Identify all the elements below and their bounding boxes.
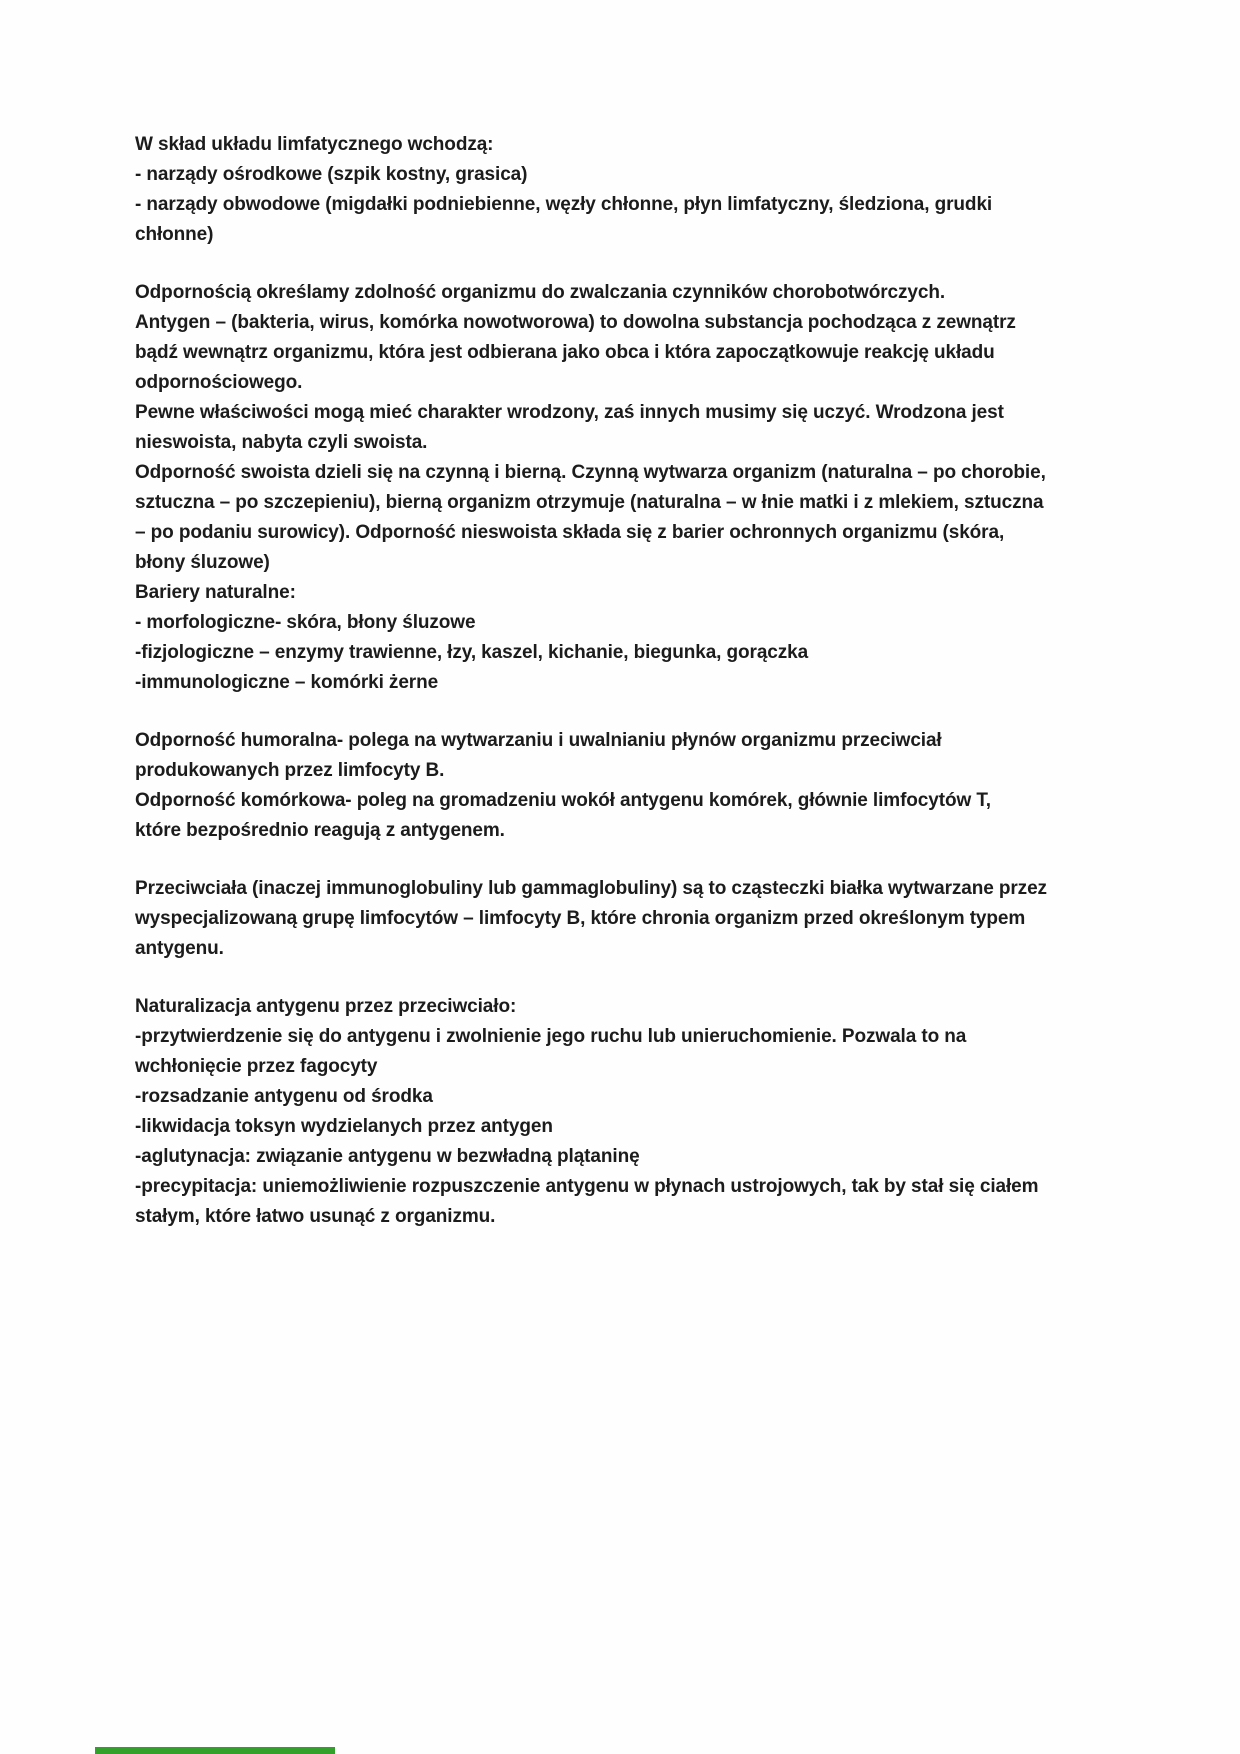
text-line: Bariery naturalne:: [135, 582, 296, 603]
text-line: -immunologiczne – komórki żerne: [135, 672, 439, 693]
text-line: Odpornością określamy zdolność organizmu do zwalczania czynników chorobotwórczych.: [135, 282, 946, 303]
paragraph: [135, 992, 1120, 1232]
paragraph: [135, 278, 1120, 698]
text-line: -rozsadzanie antygenu od środka: [135, 1086, 433, 1107]
text-line: produkowanych przez limfocyty B.: [135, 760, 445, 781]
text-line: wyspecjalizowaną grupę limfocytów – limfocyty B, które chronia organizm przed określonym typem: [135, 908, 1026, 929]
text-line: błony śluzowe): [135, 552, 270, 573]
text-line: Odporność swoista dzieli się na czynną i bierną. Czynną wytwarza organizm (naturalna – po chorobie,: [135, 462, 1046, 483]
text-line: chłonne): [135, 224, 214, 245]
text-line: – po podaniu surowicy). Odporność nieswoista składa się z barier ochronnych organizmu (skóra,: [135, 522, 1005, 543]
text-line: - morfologiczne- skóra, błony śluzowe: [135, 612, 476, 633]
text-line: -fizjologiczne – enzymy trawienne, łzy, kaszel, kichanie, biegunka, gorączka: [135, 642, 809, 663]
text-line: wchłonięcie przez fagocyty: [135, 1056, 378, 1077]
document-body: [135, 130, 1120, 1260]
text-line: - narządy ośrodkowe (szpik kostny, grasica): [135, 164, 528, 185]
text-line: -precypitacja: uniemożliwienie rozpuszczenie antygenu w płynach ustrojowych, tak by stał się ciałem: [135, 1176, 1039, 1197]
paragraph: [135, 130, 1120, 250]
text-line: Naturalizacja antygenu przez przeciwciało:: [135, 996, 517, 1017]
text-line: - narządy obwodowe (migdałki podniebienne, węzły chłonne, płyn limfatyczny, śledziona, grudki: [135, 194, 993, 215]
text-line: stałym, które łatwo usunąć z organizmu.: [135, 1206, 496, 1227]
text-line: -przytwierdzenie się do antygenu i zwolnienie jego ruchu lub unieruchomienie. Pozwala to na: [135, 1026, 967, 1047]
text-line: które bezpośrednio reagują z antygenem.: [135, 820, 505, 841]
text-line: bądź wewnątrz organizmu, która jest odbierana jako obca i która zapoczątkowuje reakcję układu: [135, 342, 995, 363]
text-line: Odporność komórkowa- poleg na gromadzeniu wokół antygenu komórek, głównie limfocytów T,: [135, 790, 991, 811]
text-line: Przeciwciała (inaczej immunoglobuliny lub gammaglobuliny) są to cząsteczki białka wytwarzane przez: [135, 878, 1047, 899]
text-line: nieswoista, nabyta czyli swoista.: [135, 432, 428, 453]
text-line: odpornościowego.: [135, 372, 303, 393]
text-line: Antygen – (bakteria, wirus, komórka nowotworowa) to dowolna substancja pochodząca z zewnątrz: [135, 312, 1016, 333]
text-line: sztuczna – po szczepieniu), bierną organizm otrzymuje (naturalna – w łnie matki i z mlekiem, sztuczna: [135, 492, 1044, 513]
text-line: antygenu.: [135, 938, 224, 959]
text-line: -likwidacja toksyn wydzielanych przez antygen: [135, 1116, 553, 1137]
text-line: W skład układu limfatycznego wchodzą:: [135, 134, 494, 155]
text-line: -aglutynacja: związanie antygenu w bezwładną plątaninę: [135, 1146, 640, 1167]
footer-highlight-bar: [95, 1747, 335, 1754]
text-line: Odporność humoralna- polega na wytwarzaniu i uwalnianiu płynów organizmu przeciwciał: [135, 730, 942, 751]
paragraph: [135, 874, 1120, 964]
paragraph: [135, 726, 1120, 846]
text-line: Pewne właściwości mogą mieć charakter wrodzony, zaś innych musimy się uczyć. Wrodzona jest: [135, 402, 1004, 423]
